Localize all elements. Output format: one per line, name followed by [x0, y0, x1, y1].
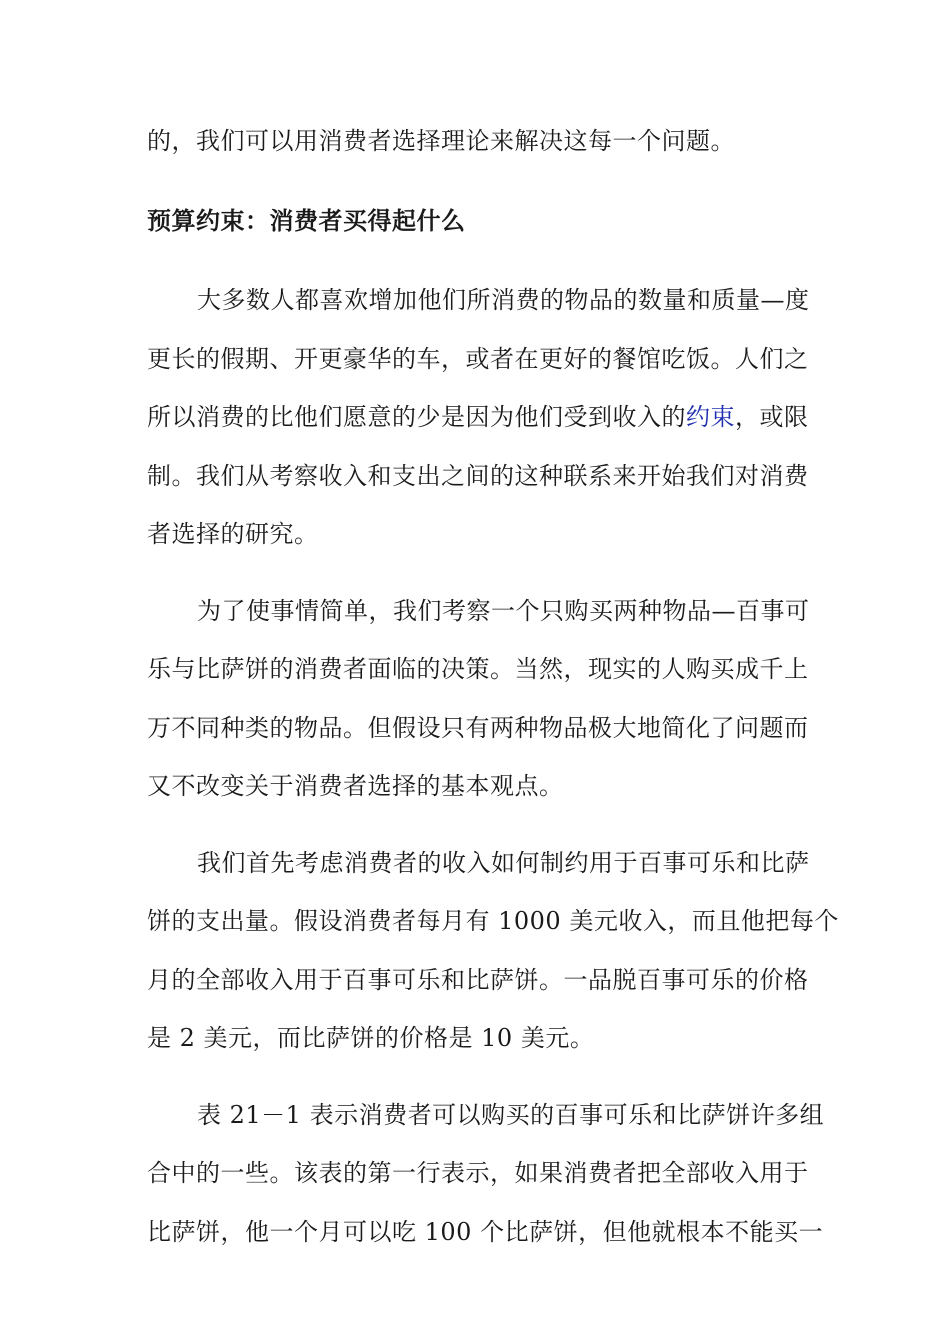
text-line: 比萨饼，他一个月可以吃 100 个比萨饼，但他就根本不能买一: [147, 1218, 824, 1246]
text-line: 万不同种类的物品。但假设只有两种物品极大地简化了问题而: [147, 714, 809, 742]
text-line: 更长的假期、开更豪华的车，或者在更好的餐馆吃饭。人们之: [147, 345, 809, 373]
text-line: 者选择的研究。: [147, 520, 319, 548]
text-line: 表 21－1 表示消费者可以购买的百事可乐和比萨饼许多组: [197, 1101, 825, 1129]
text-line: 大多数人都喜欢增加他们所消费的物品的数量和质量—度: [197, 286, 810, 314]
text-line: 我们首先考虑消费者的收入如何制约用于百事可乐和比萨: [197, 849, 810, 877]
text-line: 的，我们可以用消费者选择理论来解决这每一个问题。: [147, 127, 735, 155]
text-line: 合中的一些。该表的第一行表示，如果消费者把全部收入用于: [147, 1159, 809, 1187]
text-segment: 所以消费的比他们愿意的少是因为他们受到收入的: [147, 403, 686, 431]
text-line: 为了使事情简单，我们考察一个只购买两种物品—百事可: [197, 597, 810, 625]
text-line: 乐与比萨饼的消费者面临的决策。当然，现实的人购买成千上: [147, 655, 809, 683]
text-line: 又不改变关于消费者选择的基本观点。: [147, 772, 564, 800]
text-line-with-link: [147, 400, 809, 434]
text-segment: ，或限: [735, 403, 809, 431]
text-line: 月的全部收入用于百事可乐和比萨饼。一品脱百事可乐的价格: [147, 966, 809, 994]
text-line: 制。我们从考察收入和支出之间的这种联系来开始我们对消费: [147, 462, 809, 490]
text-line: 是 2 美元，而比萨饼的价格是 10 美元。: [147, 1024, 595, 1052]
text-line: 饼的支出量。假设消费者每月有 1000 美元收入，而且他把每个: [147, 907, 839, 935]
constraint-link[interactable]: 约束: [686, 403, 735, 431]
section-heading: 预算约束：消费者买得起什么: [147, 206, 466, 235]
